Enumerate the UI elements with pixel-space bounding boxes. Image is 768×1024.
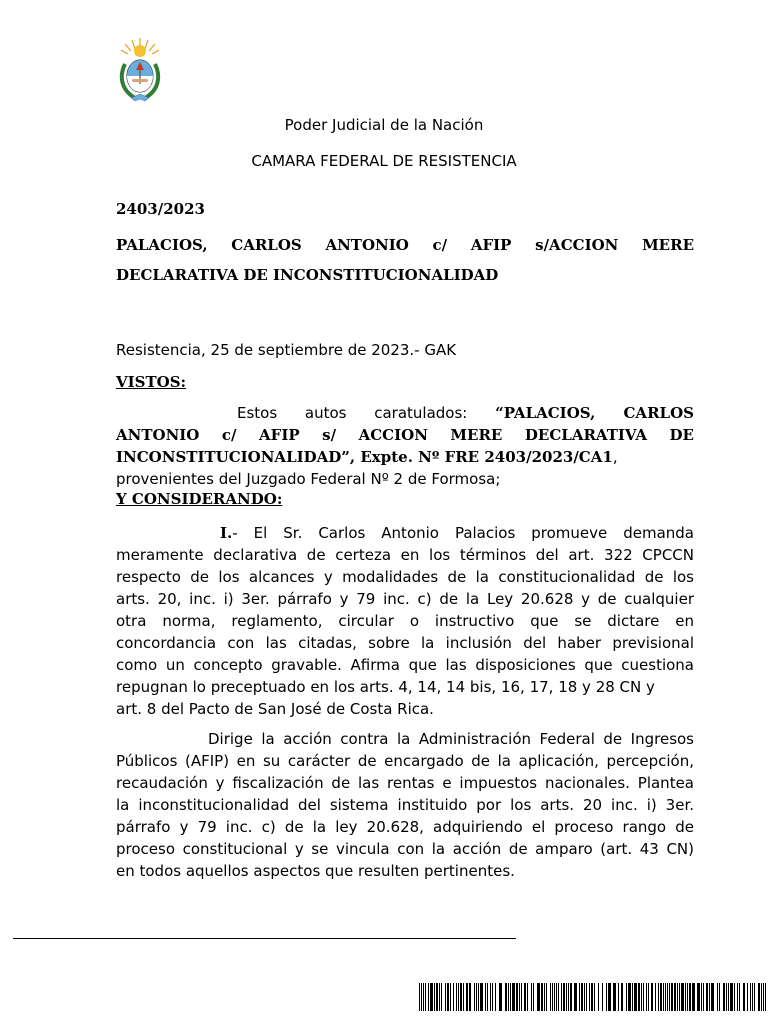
p2-line-4: la inconstitucionalidad del sistema instituido por los arts. 20 inc. i) 3er.	[116, 796, 694, 814]
vistos-body	[116, 402, 694, 490]
vistos-caption-start: “PALACIOS, CARLOS	[495, 404, 694, 422]
p2-line-5: párrafo y 79 inc. c) de la ley 20.628, adquiriendo el proceso rango de	[116, 818, 694, 836]
footer-rule	[13, 938, 516, 939]
p2-line-6: proceso constitucional y se vincula con la acción de amparo (art. 43 CN)	[116, 840, 694, 858]
considerando-heading	[116, 490, 282, 508]
paragraph-1	[116, 522, 694, 720]
case-title-line-2: DECLARATIVA DE INCONSTITUCIONALIDAD	[116, 266, 499, 284]
p1-line-7: como un concepto gravable. Afirma que las disposiciones que cuestiona	[116, 656, 694, 674]
vistos-caption-middle: ANTONIO c/ AFIP s/ ACCION MERE DECLARATIVA DE	[116, 426, 694, 444]
barcode-icon	[419, 983, 768, 1011]
p1-line-9: art. 8 del Pacto de San José de Costa Rica.	[116, 700, 434, 718]
p2-line-3: recaudación y fiscalización de las rentas e impuestos nacionales. Plantea	[116, 774, 694, 792]
p1-line-2: meramente declarativa de certeza en los términos del art. 322 CPCCN	[116, 546, 694, 564]
vistos-caption-end: INCONSTITUCIONALIDAD”, Expte. Nº FRE 2403/2023/CA1	[116, 448, 613, 466]
case-number: 2403/2023	[116, 200, 205, 218]
vistos-line-3	[116, 446, 694, 468]
vistos-lead: Estos autos caratulados:	[237, 404, 496, 422]
header-court: CAMARA FEDERAL DE RESISTENCIA	[251, 152, 517, 170]
p2-line-7: en todos aquellos aspectos que resulten pertinentes.	[116, 862, 515, 880]
coat-of-arms-icon	[115, 34, 165, 106]
vistos-caption-tail: ,	[612, 448, 618, 466]
vistos-line-1	[116, 402, 694, 424]
vistos-line-2	[116, 424, 694, 446]
p2-line-2: Públicos (AFIP) en su carácter de encargado de la aplicación, percepción,	[116, 752, 694, 770]
date-line: Resistencia, 25 de septiembre de 2023.- GAK	[116, 341, 457, 359]
p1-line-1-text: - El Sr. Carlos Antonio Palacios promueve demanda	[232, 524, 694, 542]
paragraph-2	[116, 728, 694, 882]
p1-line-4: arts. 20, inc. i) 3er. párrafo y 79 inc. c) de la Ley 20.628 y de cualquier	[116, 590, 694, 608]
considerando-heading-text: Y CONSIDERANDO:	[116, 490, 283, 508]
vistos-heading-text: VISTOS:	[116, 373, 187, 391]
vistos-line-4: provenientes del Juzgado Federal Nº 2 de Formosa;	[116, 470, 501, 488]
vistos-heading	[116, 373, 186, 391]
p2-line-1: Dirige la acción contra la Administración Federal de Ingresos	[208, 730, 694, 748]
p1-line-3: respecto de los alcances y modalidades de la constitucionalidad de los	[116, 568, 694, 586]
p1-line-5: otra norma, reglamento, circular o instructivo que se dictare en	[116, 612, 694, 630]
p1-line-8: repugnan lo preceptuado en los arts. 4, 14, 14 bis, 16, 17, 18 y 28 CN y	[116, 678, 655, 696]
p1-line-6: concordancia con las citadas, sobre la inclusión del haber previsional	[116, 634, 694, 652]
p1-marker: I.	[220, 524, 233, 542]
p1-line-1	[116, 522, 694, 544]
header-institution: Poder Judicial de la Nación	[284, 116, 484, 134]
case-title-line-1: PALACIOS, CARLOS ANTONIO c/ AFIP s/ACCION MERE	[116, 236, 694, 254]
